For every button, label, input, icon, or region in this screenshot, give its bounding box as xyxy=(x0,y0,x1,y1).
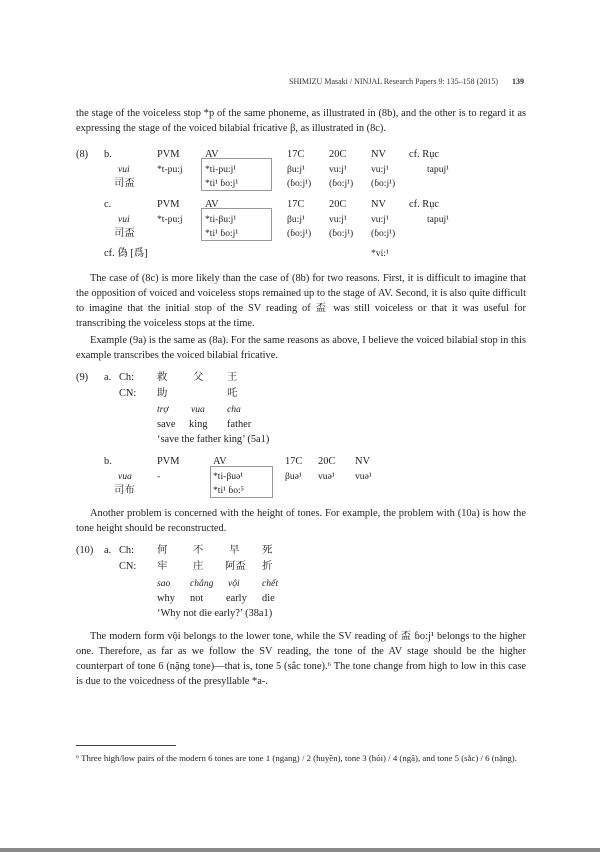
ex10a-translation: ‘Why not die early?’ (38a1) xyxy=(157,608,273,619)
ex8b-head-20c: 20C xyxy=(329,149,347,160)
ex10a-ch-2: 不 xyxy=(193,545,204,556)
ex8b-pvm: *t-pu:j xyxy=(157,164,183,175)
ex9a-cn-3: 吒 xyxy=(227,388,238,399)
footnote-6: ⁶ Three high/low pairs of the modern 6 tones are tone 1 (ngang) / 2 (huyền), tone 3 (hỏi) / 4 (ngã), and tone 5 (sắc) / 6 (nặng). xyxy=(76,753,517,763)
running-header xyxy=(289,77,524,86)
ex8c-head-20c: 20C xyxy=(329,199,347,210)
ex8b-form: vui xyxy=(118,164,130,175)
ex8b-20c: vu:j¹ xyxy=(329,164,347,175)
ex9a-viet-3: cha xyxy=(227,404,241,415)
ex8c-ruc: tapuj¹ xyxy=(427,214,450,225)
footnote-rule xyxy=(76,745,176,746)
ex10a-cn-4: 折 xyxy=(262,561,273,572)
ex8c-label: c. xyxy=(104,199,112,210)
ex9a-ch-2: 父 xyxy=(193,372,204,383)
ex9a-ch-label: Ch: xyxy=(119,372,135,383)
ex8b-head-pvm: PVM xyxy=(157,149,180,160)
ex9a-translation: ‘save the father king’ (5a1) xyxy=(157,434,270,445)
ex8c-20c-sv: (ɓo:j¹) xyxy=(329,228,354,239)
ex8b-sv: *ti¹ ɓo:j¹ xyxy=(205,178,239,189)
paragraph-2: Example (9a) is the same as (8a). For the same reasons as above, I believe the voiced bilabial stop in this example transcribes the voiced bilabial fricative. xyxy=(76,335,526,361)
ex10a-ch-3: 早 xyxy=(229,545,240,556)
ex10a-gloss-2: not xyxy=(190,593,204,604)
ex9b-20c: vuə¹ xyxy=(318,471,335,482)
ex8b-head-cf: cf. Rục xyxy=(409,149,440,160)
ex9b-label: b. xyxy=(104,456,112,467)
ex8c-17c-sv: (ɓo:j¹) xyxy=(287,228,312,239)
ex9a-cn-label: CN: xyxy=(119,388,137,399)
ex10a-viet-4: chết xyxy=(262,578,278,589)
ex8c-head-nv: NV xyxy=(371,199,387,210)
ex9b-chars: 司布 xyxy=(114,485,135,496)
ex8-number: (8) xyxy=(76,149,89,160)
ex10-number: (10) xyxy=(76,545,94,556)
ex8c-nv: vu:j¹ xyxy=(371,214,389,225)
ex8-cf-value: *vi:¹ xyxy=(371,248,389,259)
ex8c-av: *ti-βu:j¹ xyxy=(205,214,237,225)
ex8b-nv-sv: (ɓo:j¹) xyxy=(371,178,396,189)
ex8c-head-pvm: PVM xyxy=(157,199,180,210)
ex10a-ch-label: Ch: xyxy=(119,545,135,556)
ex8b-ruc: tapuj¹ xyxy=(427,164,450,175)
ex8c-sv: *ti¹ ɓo:j¹ xyxy=(205,228,239,239)
ex9b-head-20c: 20C xyxy=(318,456,336,467)
ex10a-viet-1: sao xyxy=(157,578,171,589)
ex9a-label: a. xyxy=(104,372,112,383)
paragraph-3: Another problem is concerned with the height of tones. For example, the problem with (10a) is how the tone height should be reconstructed. xyxy=(76,508,526,534)
ex9b-pvm: - xyxy=(157,471,161,482)
ex10a-cn-2: 庄 xyxy=(193,561,204,572)
ex9a-gloss-2: king xyxy=(189,419,208,430)
ex9a-cn-1: 助 xyxy=(157,388,168,399)
ex9b-head-17c: 17C xyxy=(285,456,303,467)
ex9b-sv: *ti¹ ɓo:⁵ xyxy=(213,485,245,496)
ex8b-nv: vu:j¹ xyxy=(371,164,389,175)
paragraph-4: The modern form vội belongs to the lower tone, while the SV reading of 盃 ɓo:j¹ belongs to the higher one. Therefore, as far as we follow the SV reading, the tone of the AV stage should be the higher counterpart of tone 6 (nặng tone)—that is, tone 5 (sắc tone).⁶ The tone change from high to low in this case is due to the voicedness of the presyllable *a-. xyxy=(76,631,526,687)
ex8c-head-cf: cf. Rục xyxy=(409,199,440,210)
ex9a-ch-3: 王 xyxy=(227,372,238,383)
ex8c-form: vui xyxy=(118,214,130,225)
ex9b-head-pvm: PVM xyxy=(157,456,180,467)
ex10a-gloss-1: why xyxy=(157,593,175,604)
ex10a-viet-3: vội xyxy=(228,578,240,589)
ex8b-20c-sv: (ɓo:j¹) xyxy=(329,178,354,189)
ex9a-ch-1: 救 xyxy=(157,372,168,383)
ex8c-head-17c: 17C xyxy=(287,199,305,210)
ex9-number: (9) xyxy=(76,372,89,383)
ex10a-ch-1: 何 xyxy=(157,545,168,556)
ex9a-viet-1: trợ xyxy=(157,404,169,415)
ex10a-viet-2: chẳng xyxy=(190,578,214,589)
ex10a-cn-label: CN: xyxy=(119,561,137,572)
page-number: 139 xyxy=(512,77,524,86)
intro-paragraph: the stage of the voiceless stop *p of the same phoneme, as illustrated in (8b), and the other is to regard it as expressing the stage of the voiced bilabial fricative β, as illustrated in (8c). xyxy=(76,108,526,134)
ex9a-gloss-3: father xyxy=(227,419,252,430)
ex8b-av: *ti-pu:j¹ xyxy=(205,164,237,175)
ex10a-gloss-4: die xyxy=(262,593,275,604)
ex9b-head-nv: NV xyxy=(355,456,371,467)
ex10a-gloss-3: early xyxy=(226,593,247,604)
ex8c-20c: vu:j¹ xyxy=(329,214,347,225)
ex9a-gloss-1: save xyxy=(157,419,176,430)
ex8c-chars: 司盃 xyxy=(114,228,135,239)
paragraph-1: The case of (8c) is more likely than the case of (8b) for two reasons. First, it is difficult to imagine that the opposition of voiced and voiceless stops remained up to the stage of AV. Second, it is also quite difficult to imagine that the initial stop of the SV reading of 盃 was still voiceless or that it was useful for transcribing the voiceless stops at the time. xyxy=(76,273,526,329)
ex10a-cn-1: 牢 xyxy=(157,561,168,572)
ex10a-label: a. xyxy=(104,545,112,556)
ex9a-cn-2: 𫡮 xyxy=(193,388,202,399)
ex10a-ch-4: 死 xyxy=(262,545,273,556)
ex8-cf-label: cf. 偽 [爲] xyxy=(104,248,148,259)
ex9b-nv: vuə¹ xyxy=(355,471,372,482)
ex8c-pvm: *t-pu:j xyxy=(157,214,183,225)
running-title: SHIMIZU Masaki / NINJAL Research Papers 9: 135–158 (2015) xyxy=(289,77,498,86)
ex9b-av: *ti-βuə¹ xyxy=(213,471,244,482)
ex8c-17c: βu:j¹ xyxy=(287,214,305,225)
ex10a-cn-3: 阿盃 xyxy=(225,561,246,572)
ex8c-head-av: AV xyxy=(205,199,219,210)
ex8b-17c: βu:j¹ xyxy=(287,164,305,175)
ex8c-nv-sv: (ɓo:j¹) xyxy=(371,228,396,239)
ex8b-head-17c: 17C xyxy=(287,149,305,160)
ex8b-17c-sv: (ɓo:j¹) xyxy=(287,178,312,189)
ex9b-head-av: AV xyxy=(213,456,227,467)
ex8b-label: b. xyxy=(104,149,112,160)
ex8b-head-nv: NV xyxy=(371,149,387,160)
ex8b-head-av: AV xyxy=(205,149,219,160)
ex9a-viet-2: vua xyxy=(191,404,205,415)
ex9b-form: vua xyxy=(118,471,132,482)
ex8b-chars: 司盃 xyxy=(114,178,135,189)
ex9b-17c: βuə¹ xyxy=(285,471,302,482)
